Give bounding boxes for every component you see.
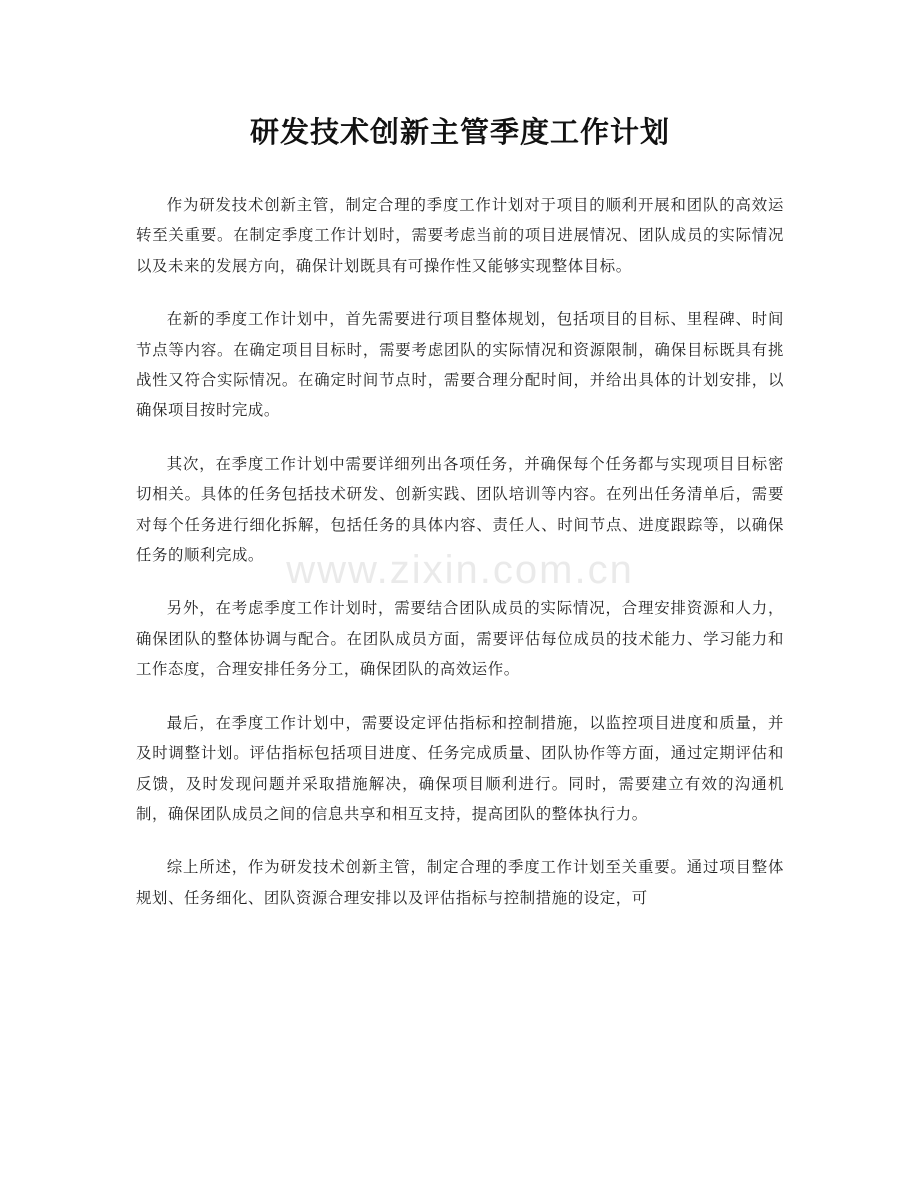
paragraph-4: 另外，在考虑季度工作计划时，需要结合团队成员的实际情况，合理安排资源和人力，确保团队的整体协调与配合。在团队成员方面，需要评估每位成员的技术能力、学习能力和工作态度，合理安排任务分工，确保团队的高效运作。 <box>136 599 784 679</box>
paragraph-2: 在新的季度工作计划中，首先需要进行项目整体规划，包括项目的目标、里程碑、时间节点等内容。在确定项目目标时，需要考虑团队的实际情况和资源限制，确保目标既具有挑战性又符合实际情况。在确定时间节点时，需要合理分配时间，并给出具体的计划安排，以确保项目按时完成。 <box>136 310 784 420</box>
paragraph-5: 最后，在季度工作计划中，需要设定评估指标和控制措施，以监控项目进度和质量，并及时调整计划。评估指标包括项目进度、任务完成质量、团队协作等方面，通过定期评估和反馈，及时发现问题并采取措施解决，确保项目顺利进行。同时，需要建立有效的沟通机制，确保团队成员之间的信息共享和相互支持，提高团队的整体执行力。 <box>136 713 784 823</box>
paragraph-1: 作为研发技术创新主管，制定合理的季度工作计划对于项目的顺利开展和团队的高效运转至关重要。在制定季度工作计划时，需要考虑当前的项目进展情况、团队成员的实际情况以及未来的发展方向，确保计划既具有可操作性又能够实现整体目标。 <box>136 196 784 275</box>
document-body <box>136 190 784 913</box>
paragraph-6: 综上所述，作为研发技术创新主管，制定合理的季度工作计划至关重要。通过项目整体规划、任务细化、团队资源合理安排以及评估指标与控制措施的设定，可 <box>136 858 784 907</box>
watermark-text: www.zixin.com.cn <box>286 548 634 592</box>
document-title: 研发技术创新主管季度工作计划 <box>249 115 670 149</box>
paragraph-3: 其次，在季度工作计划中需要详细列出各项任务，并确保每个任务都与实现项目目标密切相关。具体的任务包括技术研发、创新实践、团队培训等内容。在列出任务清单后，需要对每个任务进行细化拆解，包括任务的具体内容、责任人、时间节点、进度跟踪等，以确保任务的顺利完成。 <box>136 454 784 565</box>
